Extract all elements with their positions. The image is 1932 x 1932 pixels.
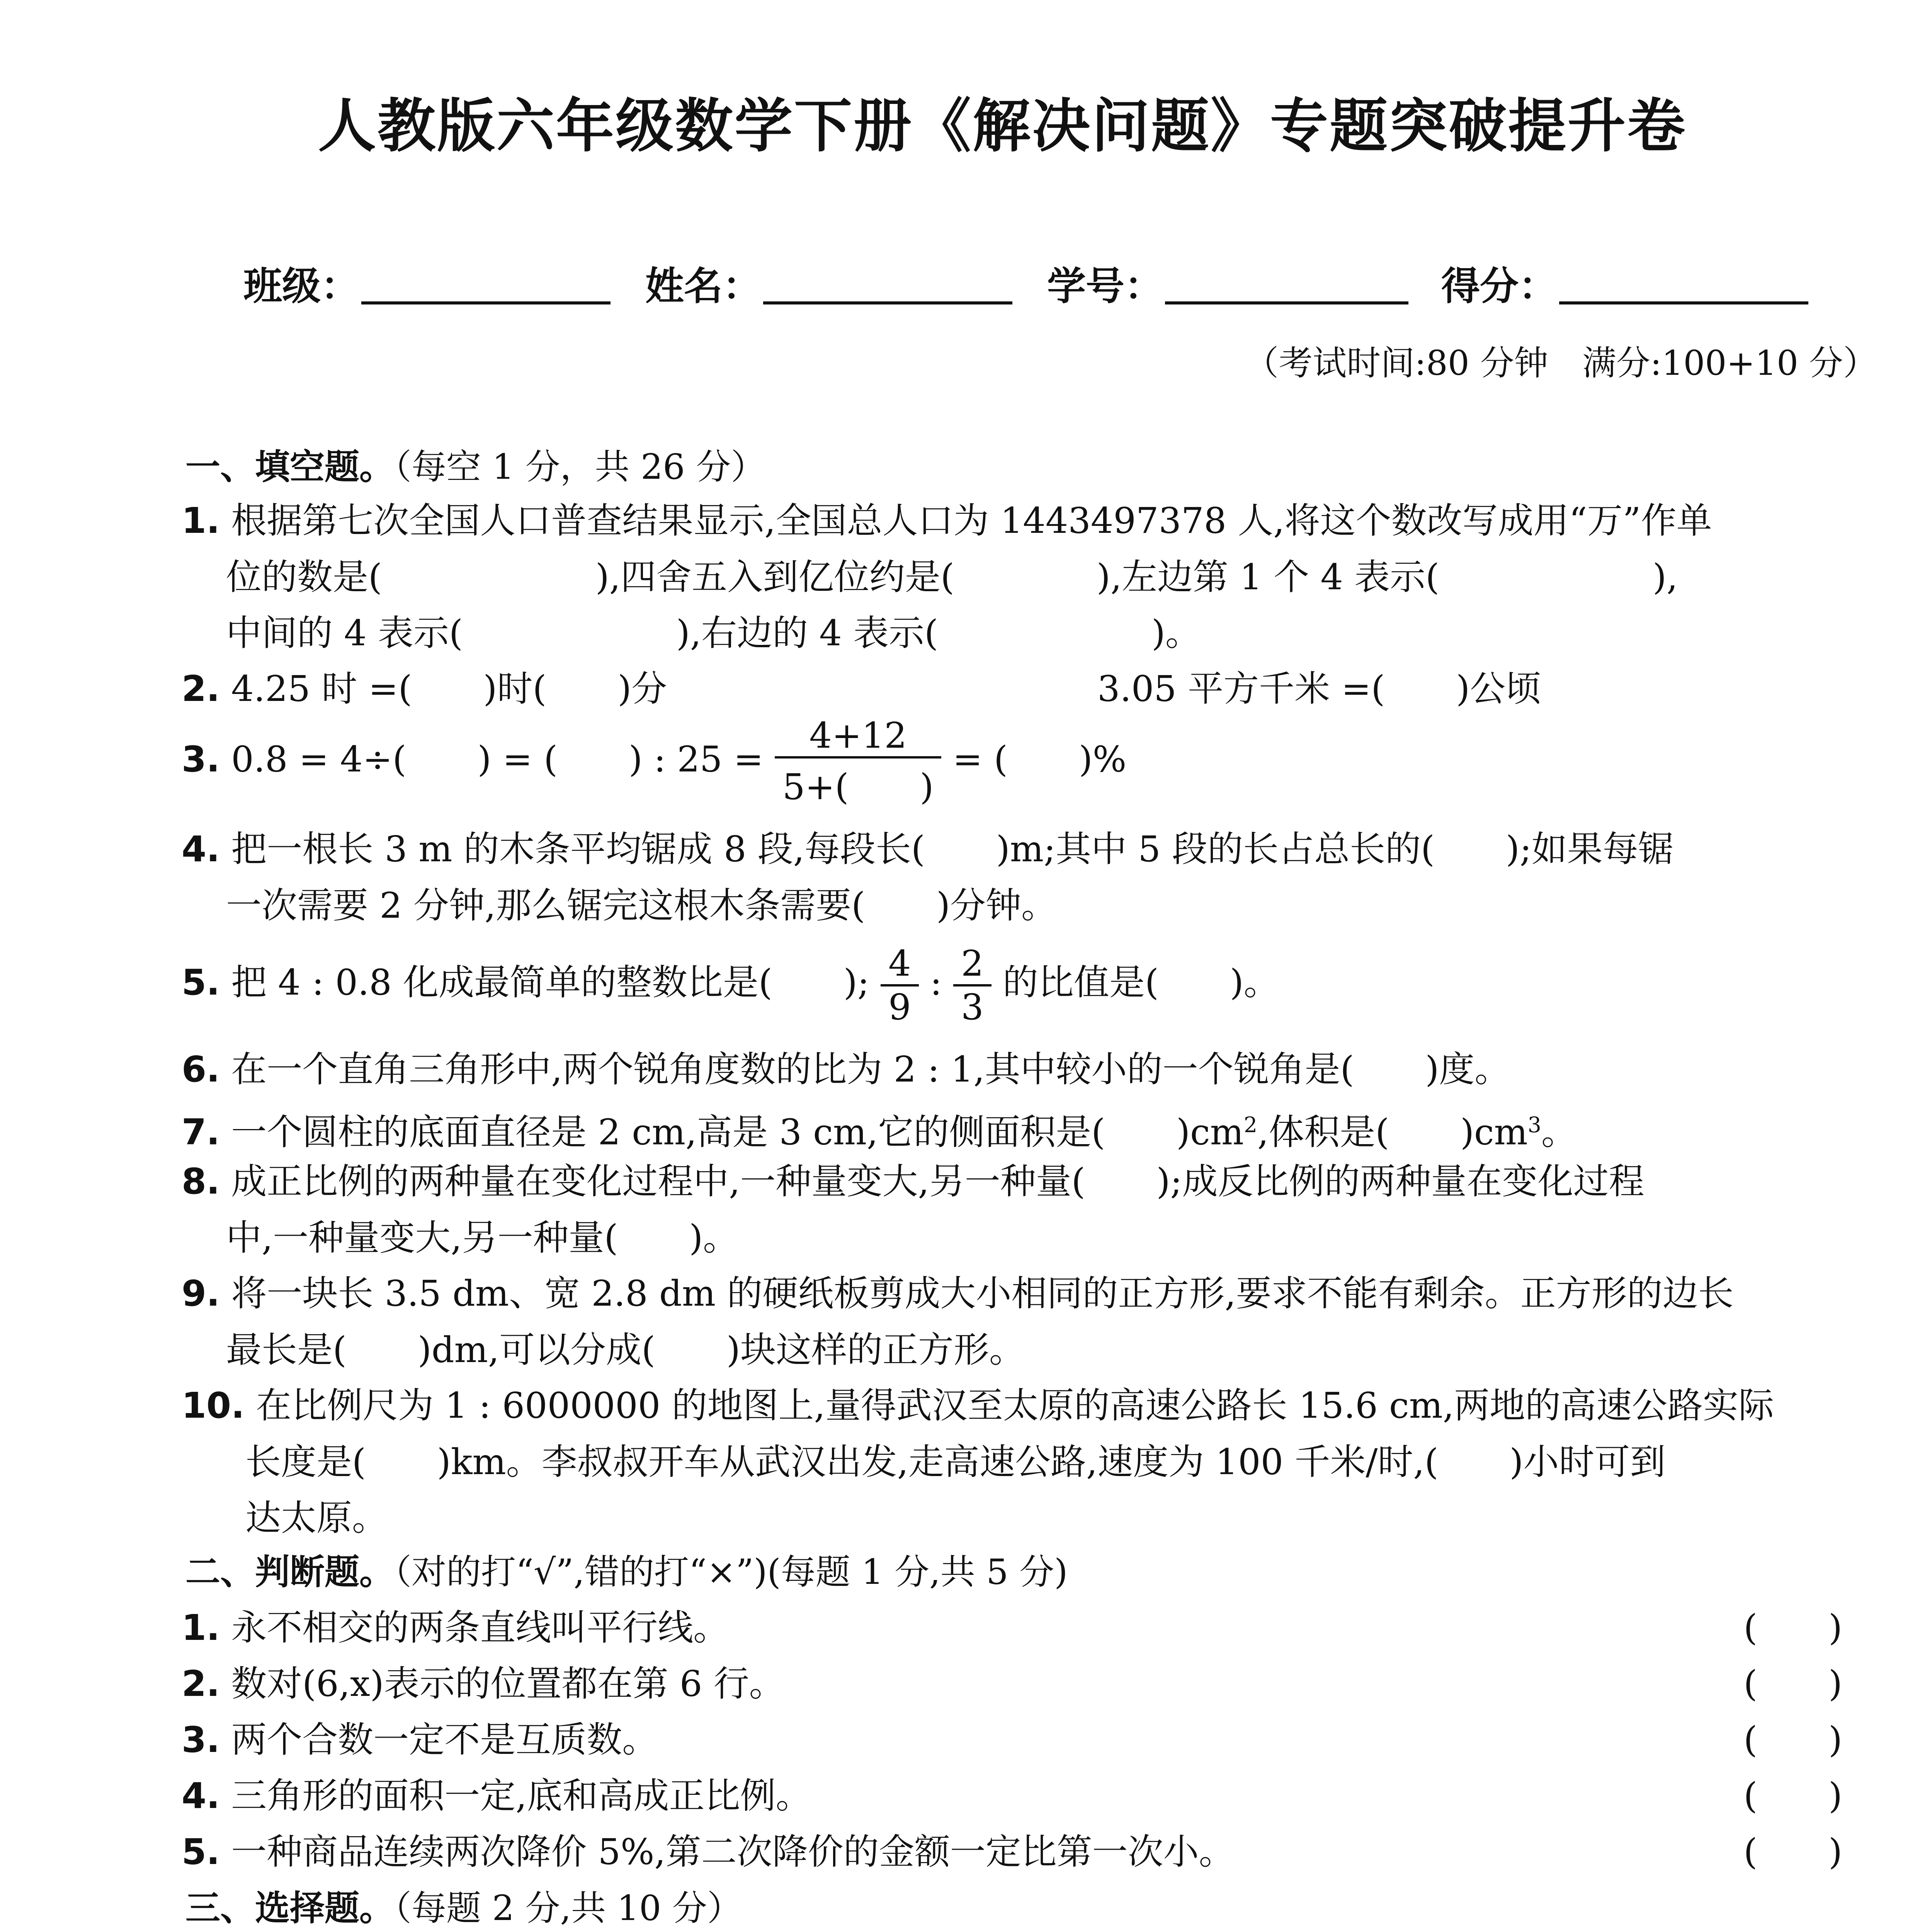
s2-item-1-text: 永不相交的两条直线叫平行线。: [231, 1607, 729, 1648]
s2-item-1-answer[interactable]: ( ): [1743, 1607, 1842, 1648]
s1-q10-text1: 在比例尺为 1 : 6000000 的地图上,量得武汉至太原的高速公路长 15.6 cm,两地的高速公路实际: [256, 1385, 1774, 1426]
s1-q3-frac-numerator: 4+12: [775, 715, 941, 759]
section1-heading: [185, 439, 765, 489]
s2-item-3-answer[interactable]: ( ): [1743, 1719, 1842, 1760]
section3-heading: [185, 1880, 742, 1930]
s2-item-2-number: 2.: [182, 1663, 220, 1704]
s1-q5-left: 把 4 : 0.8 化成最简单的整数比是( );: [231, 961, 869, 1003]
s1-q6-number: 6.: [182, 1049, 220, 1090]
s1-q10-line2: 长度是( )km。李叔叔开车从武汉出发,走高速公路,速度为 100 千米/时,( )小时可到: [245, 1441, 1666, 1483]
s1-q7-sup-b: 3: [1527, 1113, 1541, 1138]
score-label: 得分：: [1441, 264, 1557, 309]
s1-q2-number: 2.: [182, 668, 220, 709]
s1-q6: [182, 1041, 1510, 1097]
s1-q8-line1: [182, 1153, 1645, 1209]
s1-q9-line1: [182, 1265, 1734, 1321]
s1-q9-line2: 最长是( )dm,可以分成( )块这样的正方形。: [226, 1329, 1025, 1371]
s1-q9-number: 9.: [182, 1273, 220, 1314]
s2-item-2: [182, 1656, 785, 1712]
s1-q2-right: 3.05 平方千米 =( )公顷: [1097, 668, 1541, 709]
section3-note: （每题 2 分,共 10 分）: [394, 1888, 742, 1929]
s1-q8-number: 8.: [182, 1161, 220, 1202]
class-blank: [361, 301, 611, 304]
s1-q5-fraction2: [953, 943, 992, 1028]
section3-title: 三、选择题。: [185, 1888, 394, 1929]
s1-q5-f1-numerator: 4: [881, 943, 919, 986]
s1-q10-line1: [182, 1378, 1774, 1434]
s2-item-4-answer[interactable]: ( ): [1743, 1775, 1842, 1816]
page-title: 人教版六年级数学下册《解决问题》专题突破提升卷: [318, 93, 1687, 160]
s1-q1-line3: 中间的 4 表示( ),右边的 4 表示( )。: [226, 612, 1201, 654]
s1-q4-text1: 把一根长 3 m 的木条平均锯成 8 段,每段长( )m;其中 5 段的长占总长的( );如果每锯: [231, 828, 1674, 870]
s1-q2-left: 4.25 时 =( )时( )分: [231, 668, 667, 709]
s1-q1-line2: 位的数是( ),四舍五入到亿位约是( ),左边第 1 个 4 表示( ),: [226, 556, 1678, 598]
s1-q7-text-a: 一个圆柱的底面直径是 2 cm,高是 3 cm,它的侧面积是( )cm: [231, 1111, 1244, 1153]
s2-item-4-number: 4.: [182, 1775, 220, 1816]
s1-q4-line1: [182, 821, 1674, 877]
section2-title: 二、判断题。: [185, 1552, 394, 1592]
score-blank: [1559, 301, 1808, 304]
s2-item-2-answer[interactable]: ( ): [1743, 1663, 1842, 1704]
s1-q5-f2-numerator: 2: [953, 943, 992, 986]
s1-q7-text-c: 。: [1541, 1111, 1577, 1153]
s1-q5-f2-denominator: 3: [961, 986, 984, 1028]
name-blank: [763, 301, 1012, 304]
s1-q4-number: 4.: [182, 828, 220, 870]
s1-q5-fraction1: [881, 943, 919, 1028]
s1-q3-frac-denominator: 5+( ): [782, 766, 934, 808]
s2-item-2-text: 数对(6,x)表示的位置都在第 6 行。: [231, 1663, 785, 1704]
s1-q7-number: 7.: [182, 1111, 220, 1153]
student-id-blank: [1165, 301, 1408, 304]
s2-item-5-text: 一种商品连续两次降价 5%,第二次降价的金额一定比第一次小。: [231, 1831, 1235, 1872]
s1-q3: [182, 715, 1126, 810]
s1-q9-text1: 将一块长 3.5 dm、宽 2.8 dm 的硬纸板剪成大小相同的正方形,要求不能有剩余。正方形的边长: [231, 1273, 1734, 1314]
s2-item-5-number: 5.: [182, 1831, 220, 1872]
s1-q10-number: 10.: [182, 1385, 245, 1426]
s2-item-1: [182, 1600, 729, 1656]
s1-q5-colon: :: [918, 961, 954, 1003]
s1-q2: [182, 661, 667, 717]
s1-q1-line1: [182, 493, 1712, 549]
exam-time-note: （考试时间:80 分钟 满分:100+10 分）: [1245, 343, 1877, 383]
section1-title: 一、填空题。: [185, 447, 394, 487]
s1-q8-line2: 中,一种量变大,另一种量( )。: [226, 1217, 739, 1259]
s1-q3-right: = ( )%: [952, 738, 1127, 780]
section1-note: （每空 1 分，共 26 分）: [394, 447, 766, 487]
s1-q7: [182, 1097, 1577, 1160]
s2-item-4: [182, 1768, 811, 1824]
s1-q1-text1: 根据第七次全国人口普查结果显示,全国总人口为 1443497378 人,将这个数改写成用“万”作单: [231, 500, 1712, 541]
student-id-label: 学号：: [1047, 264, 1163, 309]
s1-q10-line3: 达太原。: [245, 1497, 388, 1539]
s1-q5: [182, 943, 1279, 1028]
s1-q3-fraction: [775, 715, 941, 810]
s2-item-4-text: 三角形的面积一定,底和高成正比例。: [231, 1775, 811, 1816]
s1-q4-line2: 一次需要 2 分钟,那么锯完这根木条需要( )分钟。: [226, 885, 1057, 926]
s2-item-3-number: 3.: [182, 1719, 220, 1760]
s1-q5-right: 的比值是( )。: [1002, 961, 1279, 1003]
s1-q6-text: 在一个直角三角形中,两个锐角度数的比为 2 : 1,其中较小的一个锐角是( )度。: [231, 1049, 1510, 1090]
name-label: 姓名：: [645, 264, 761, 309]
s1-q5-number: 5.: [182, 961, 220, 1003]
s2-item-1-number: 1.: [182, 1607, 220, 1648]
section2-heading: [185, 1544, 1068, 1594]
s2-item-3: [182, 1712, 658, 1768]
section2-note: （对的打“√”,错的打“×”)(每题 1 分,共 5 分): [394, 1552, 1068, 1592]
s2-item-3-text: 两个合数一定不是互质数。: [231, 1719, 658, 1760]
s1-q7-sup-a: 2: [1243, 1113, 1257, 1138]
s1-q1-number: 1.: [182, 500, 220, 541]
class-label: 班级：: [243, 264, 359, 309]
s2-item-5: [182, 1824, 1235, 1880]
s1-q5-f1-denominator: 9: [888, 986, 911, 1028]
s1-q3-number: 3.: [182, 738, 220, 780]
s1-q8-text1: 成正比例的两种量在变化过程中,一种量变大,另一种量( );成反比例的两种量在变化过程: [231, 1161, 1645, 1202]
s1-q3-left: 0.8 = 4÷( ) = ( ) : 25 =: [231, 738, 764, 780]
s2-item-5-answer[interactable]: ( ): [1743, 1831, 1842, 1872]
s1-q7-text-b: ,体积是( )cm: [1257, 1111, 1528, 1153]
